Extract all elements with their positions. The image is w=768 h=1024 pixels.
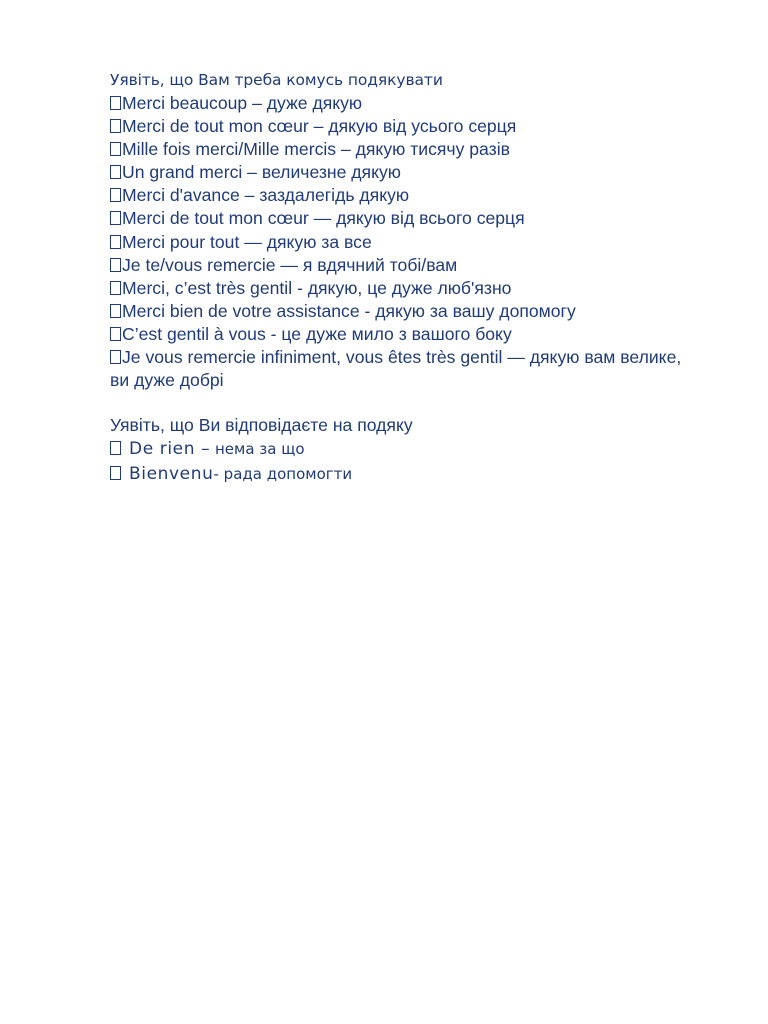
section-heading-thanking: Уявіть, що Вам треба комусь подякувати: [110, 71, 443, 89]
phrase-text: Merci, c’est très gentil - дякую, це дуже люб'язно: [122, 277, 512, 298]
phrase-text: Je vous remercie infiniment, vous êtes très gentil — дякую вам велике, ви дуже добрі: [110, 347, 682, 391]
section-spacer: [110, 392, 690, 413]
missing-glyph-icon: [110, 466, 121, 480]
missing-glyph-icon: [110, 165, 121, 179]
list-item: [110, 254, 690, 277]
list-item: [110, 346, 690, 392]
list-item: [110, 115, 690, 138]
document-content: [110, 68, 690, 487]
list-item: [110, 161, 690, 184]
list-item: [110, 207, 690, 230]
list-item: [110, 437, 690, 462]
missing-glyph-icon: [110, 211, 121, 225]
missing-glyph-icon: [110, 96, 121, 110]
phrase-text: Merci de tout mon cœur – дякую від усього серця: [122, 116, 517, 137]
list-item: [110, 92, 690, 115]
thank-you-phrase-list: [110, 92, 690, 392]
phrase-text: Merci pour tout — дякую за все: [122, 231, 372, 252]
missing-glyph-icon: [110, 142, 121, 156]
phrase-text: Un grand merci – величезне дякую: [122, 162, 401, 183]
list-item: [110, 231, 690, 254]
missing-glyph-icon: [110, 258, 121, 272]
missing-glyph-icon: [110, 350, 121, 364]
reply-phrase-list: [110, 437, 690, 487]
list-item: [110, 184, 690, 207]
list-item: [110, 323, 690, 346]
phrase-text: C’est gentil à vous - це дуже мило з вашого боку: [122, 323, 512, 344]
list-item: [110, 462, 690, 487]
missing-glyph-icon: [110, 441, 121, 455]
missing-glyph-icon: [110, 327, 121, 341]
missing-glyph-icon: [110, 188, 121, 202]
phrase-text: Merci de tout mon cœur — дякую від всього серця: [122, 208, 525, 229]
phrase-text: Je te/vous remercie — я вдячний тобі/вам: [122, 254, 458, 275]
list-item: [110, 138, 690, 161]
section-heading-replying: Уявіть, що Ви відповідаєте на подяку: [110, 415, 413, 436]
list-item: [110, 277, 690, 300]
phrase-text: Merci beaucoup – дуже дякую: [122, 93, 363, 113]
phrase-text: Mille fois merci/Mille mercis – дякую тисячу разів: [122, 139, 510, 160]
missing-glyph-icon: [110, 281, 121, 295]
missing-glyph-icon: [110, 235, 121, 249]
reply-french: Bienvenu: [129, 464, 214, 485]
missing-glyph-icon: [110, 304, 121, 318]
list-item: [110, 300, 690, 323]
reply-ukrainian: нема за що: [210, 440, 305, 459]
phrase-text: Merci bien de votre assistance - дякую за вашу допомогу: [122, 300, 576, 321]
phrase-text: Merci d'avance – заздалегідь дякую: [122, 185, 410, 206]
reply-ukrainian: - рада допомогти: [213, 465, 353, 484]
missing-glyph-icon: [110, 119, 121, 133]
reply-french: De rien –: [129, 439, 211, 460]
